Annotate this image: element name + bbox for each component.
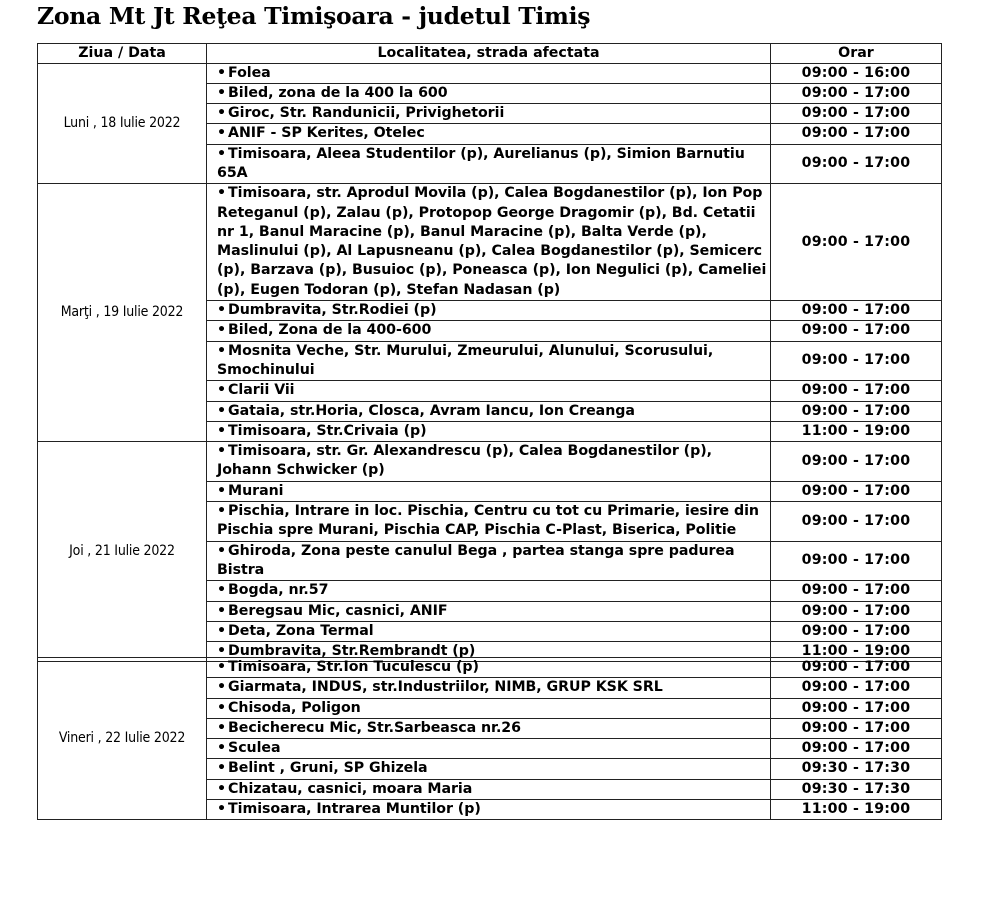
location-text: Folea xyxy=(228,64,271,81)
bullet-icon: • xyxy=(217,382,227,399)
page-title: Zona Mt Jt Reţea Timişoara - judetul Timiş xyxy=(37,2,591,30)
bullet-icon: • xyxy=(217,582,227,599)
location-text: Clarii Vii xyxy=(228,382,295,399)
location-cell xyxy=(207,421,771,441)
location-text: Timisoara, Str.Ion Tuculescu (p) xyxy=(228,659,479,675)
bullet-icon: • xyxy=(217,105,227,122)
time-cell: 09:00 - 17:00 xyxy=(771,301,942,321)
location-cell xyxy=(207,63,771,83)
time-cell: 09:00 - 17:00 xyxy=(771,678,942,698)
location-cell xyxy=(207,184,771,301)
location-cell xyxy=(207,144,771,184)
location-cell xyxy=(207,621,771,641)
time-cell: 09:30 - 17:30 xyxy=(771,759,942,779)
location-text: Bogda, nr.57 xyxy=(228,582,329,599)
bullet-icon: • xyxy=(217,443,227,460)
location-text: ANIF - SP Kerites, Otelec xyxy=(228,125,425,142)
location-text: Biled, zona de la 400 la 600 xyxy=(228,84,448,101)
location-text: Becicherecu Mic, Str.Sarbeasca nr.26 xyxy=(228,719,521,736)
time-cell: 09:00 - 17:00 xyxy=(771,698,942,718)
bullet-icon: • xyxy=(217,482,227,499)
location-text: Pischia, Intrare in loc. Pischia, Centru cu tot cu Primarie, iesire din Pischia spre Murani, Pischia CAP, Pischia C-Plast, Biserica, Politie xyxy=(217,503,759,539)
bullet-icon: • xyxy=(217,503,227,520)
location-cell xyxy=(207,104,771,124)
location-cell xyxy=(207,381,771,401)
bullet-icon: • xyxy=(217,145,227,162)
time-cell: 09:00 - 17:00 xyxy=(771,502,942,542)
location-text: Timisoara, Str.Crivaia (p) xyxy=(228,422,427,439)
location-cell xyxy=(207,401,771,421)
time-cell: 09:00 - 17:00 xyxy=(771,658,942,678)
location-text: Timisoara, Intrarea Muntilor (p) xyxy=(228,801,481,818)
time-cell: 09:30 - 17:30 xyxy=(771,779,942,799)
location-text: Beregsau Mic, casnici, ANIF xyxy=(228,602,448,619)
time-cell: 09:00 - 17:00 xyxy=(771,124,942,144)
bullet-icon: • xyxy=(217,659,227,675)
location-text: Dumbravita, Str.Rodiei (p) xyxy=(228,302,437,319)
table-row xyxy=(38,184,942,301)
bullet-icon: • xyxy=(217,740,227,757)
bullet-icon: • xyxy=(217,422,227,439)
time-cell: 09:00 - 17:00 xyxy=(771,83,942,103)
time-cell: 11:00 - 19:00 xyxy=(771,800,942,820)
time-cell: 09:00 - 17:00 xyxy=(771,184,942,301)
header-day: Ziua / Data xyxy=(38,44,207,64)
location-cell xyxy=(207,601,771,621)
bullet-icon: • xyxy=(217,801,227,818)
location-cell xyxy=(207,581,771,601)
bullet-icon: • xyxy=(217,185,227,202)
location-text: Ghiroda, Zona peste canulul Bega , partea stanga spre padurea Bistra xyxy=(217,542,735,578)
bullet-icon: • xyxy=(217,699,227,716)
time-cell: 09:00 - 17:00 xyxy=(771,541,942,581)
location-cell xyxy=(207,800,771,820)
day-cell: Luni , 18 Iulie 2022 xyxy=(38,63,207,184)
location-cell xyxy=(207,658,771,678)
location-cell xyxy=(207,759,771,779)
location-cell xyxy=(207,83,771,103)
location-cell xyxy=(207,739,771,759)
time-cell: 09:00 - 17:00 xyxy=(771,321,942,341)
location-cell xyxy=(207,541,771,581)
bullet-icon: • xyxy=(217,780,227,797)
location-text: Chizatau, casnici, moara Maria xyxy=(228,780,473,797)
table-row xyxy=(38,63,942,83)
location-text: Giroc, Str. Randunicii, Privighetorii xyxy=(228,105,505,122)
bullet-icon: • xyxy=(217,125,227,142)
location-text: Chisoda, Poligon xyxy=(228,699,361,716)
time-cell: 09:00 - 17:00 xyxy=(771,621,942,641)
time-cell: 09:00 - 17:00 xyxy=(771,401,942,421)
header-time: Orar xyxy=(771,44,942,64)
location-text: Timisoara, str. Gr. Alexandrescu (p), Calea Bogdanestilor (p), Johann Schwicker (p) xyxy=(217,443,712,479)
location-text: Biled, Zona de la 400-600 xyxy=(228,322,432,339)
location-text: Sculea xyxy=(228,740,281,757)
bullet-icon: • xyxy=(217,679,227,696)
location-text: Dumbravita, Str.Rembrandt (p) xyxy=(228,643,476,660)
location-cell xyxy=(207,321,771,341)
location-text: Belint , Gruni, SP Ghizela xyxy=(228,760,428,777)
time-cell: 09:00 - 17:00 xyxy=(771,144,942,184)
time-cell: 09:00 - 17:00 xyxy=(771,481,942,501)
location-cell xyxy=(207,678,771,698)
time-cell: 11:00 - 19:00 xyxy=(771,642,942,662)
time-cell: 09:00 - 17:00 xyxy=(771,341,942,381)
location-cell xyxy=(207,341,771,381)
location-text: Murani xyxy=(228,482,284,499)
outage-schedule-table-continued xyxy=(37,657,942,820)
day-cell: Vineri , 22 Iulie 2022 xyxy=(38,658,207,820)
time-cell: 09:00 - 17:00 xyxy=(771,581,942,601)
time-cell: 09:00 - 17:00 xyxy=(771,442,942,482)
time-cell: 09:00 - 17:00 xyxy=(771,718,942,738)
location-cell xyxy=(207,124,771,144)
location-cell xyxy=(207,442,771,482)
location-text: Gataia, str.Horia, Closca, Avram Iancu, Ion Creanga xyxy=(228,402,635,419)
location-cell xyxy=(207,698,771,718)
location-cell xyxy=(207,502,771,542)
time-cell: 09:00 - 17:00 xyxy=(771,381,942,401)
outage-schedule-table xyxy=(37,43,942,662)
location-text: Mosnita Veche, Str. Murului, Zmeurului, Alunului, Scorusului, Smochinului xyxy=(217,342,714,378)
bullet-icon: • xyxy=(217,322,227,339)
bullet-icon: • xyxy=(217,302,227,319)
time-cell: 09:00 - 17:00 xyxy=(771,739,942,759)
table-header-row xyxy=(38,44,942,64)
bullet-icon: • xyxy=(217,342,227,359)
time-cell: 09:00 - 17:00 xyxy=(771,104,942,124)
bullet-icon: • xyxy=(217,84,227,101)
location-cell xyxy=(207,301,771,321)
day-cell: Joi , 21 Iulie 2022 xyxy=(38,442,207,662)
bullet-icon: • xyxy=(217,402,227,419)
time-cell: 11:00 - 19:00 xyxy=(771,421,942,441)
bullet-icon: • xyxy=(217,622,227,639)
time-cell: 09:00 - 16:00 xyxy=(771,63,942,83)
time-cell: 09:00 - 17:00 xyxy=(771,601,942,621)
location-text: Timisoara, Aleea Studentilor (p), Aurelianus (p), Simion Barnutiu 65A xyxy=(217,145,745,181)
bullet-icon: • xyxy=(217,760,227,777)
location-cell xyxy=(207,779,771,799)
bullet-icon: • xyxy=(217,64,227,81)
location-text: Deta, Zona Termal xyxy=(228,622,374,639)
bullet-icon: • xyxy=(217,643,227,660)
header-location: Localitatea, strada afectata xyxy=(207,44,771,64)
day-cell: Marţi , 19 Iulie 2022 xyxy=(38,184,207,442)
table-row xyxy=(38,658,942,678)
location-text: Giarmata, INDUS, str.Industriilor, NIMB, GRUP KSK SRL xyxy=(228,679,663,696)
location-cell xyxy=(207,481,771,501)
location-cell xyxy=(207,718,771,738)
location-text: Timisoara, str. Aprodul Movila (p), Calea Bogdanestilor (p), Ion Pop Reteganul (p), Zalau (p), Protopop George Dragomir (p), Bd. Cetatii nr 1, Banul Maracine (p), Banul Maracine (p), Balta Verde (p), Maslinului (p), Al Lapusneanu (p), Calea Bogdanestilor (p), Semicerc (p), Barzava (p), Busuioc (p), Poneasca (p), Ion Negulici (p), Cameliei (p), Eugen Todoran (p), Stefan Nadasan (p) xyxy=(217,185,767,298)
bullet-icon: • xyxy=(217,602,227,619)
table-row xyxy=(38,442,942,482)
bullet-icon: • xyxy=(217,719,227,736)
bullet-icon: • xyxy=(217,542,227,559)
